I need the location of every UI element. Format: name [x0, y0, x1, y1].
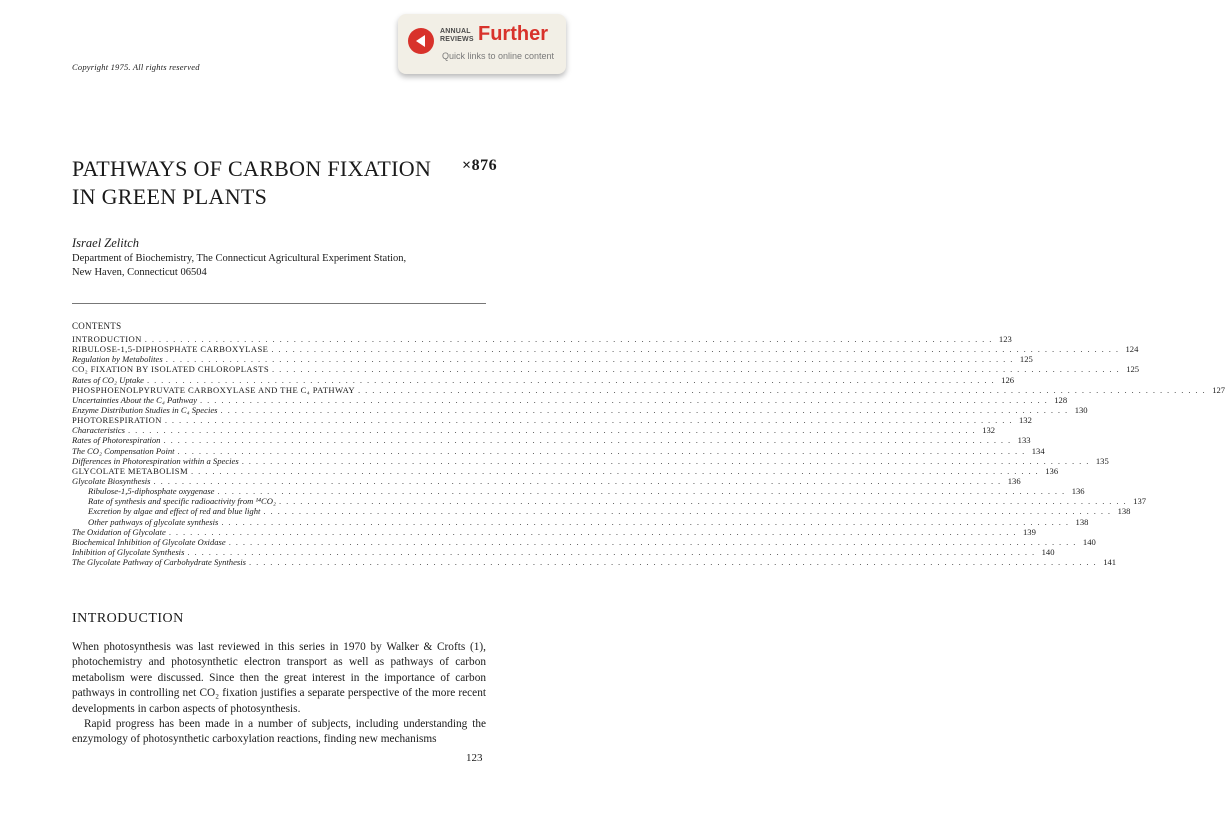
annual-reviews-logo-text	[440, 28, 474, 44]
toc-entry-title: CO₂ FIXATION BY ISOLATED CHLOROPLASTS	[72, 364, 269, 375]
toc-entry-title: Regulation by Metabolites	[72, 354, 163, 365]
toc-entry-title: Glycolate Biosynthesis	[72, 475, 151, 486]
toc-leader-dots: . . . . . . . . . . . . . . . . . . . . . . . . . . . . . . . . . . . . . . . . . . . . . . . . . . . . . . . . . . . . . . . . . . . . . . . . . . . . . . . . . . . . . . . . . . . . . . . . . . . . . . . . . . . . . . . . . . . . . . . .	[164, 415, 1013, 426]
toc-leader-dots: . . . . . . . . . . . . . . . . . . . . . . . . . . . . . . . . . . . . . . . . . . . . . . . . . . . . . . . . . . . . . . . . . . . . . . . . . . . . . . . . . . . . . . . . . . . . . . . . . . . . . . . . . . . . . . . . . . . . . . . .	[200, 394, 1049, 405]
toc-leader-dots: . . . . . . . . . . . . . . . . . . . . . . . . . . . . . . . . . . . . . . . . . . . . . . . . . . . . . . . . . . . . . . . . . . . . . . . . . . . . . . . . . . . . . . . . . . . . . . . . . . . . . . . . . . . . . . . . . . . . . . . .	[187, 546, 1036, 557]
toc-entry[interactable]	[72, 394, 1068, 405]
toc-entry-page: 133	[1017, 435, 1031, 446]
toc-leader-dots: . . . . . . . . . . . . . . . . . . . . . . . . . . . . . . . . . . . . . . . . . . . . . . . . . . . . . . . . . . . . . . . . . . . . . . . . . . . . . . . . . . . . . . . . . . . . . . . . . . . . . . . . . . . . . . . . . . . . . . . .	[168, 526, 1017, 537]
paragraph: When photosynthesis was last reviewed in this series in 1970 by Walker & Crofts (1), photochemistry and photosynthetic electron transport as well as pathways of carbon metabolism were discussed. Since then the great interest in the importance of carbon pathways in controlling net CO₂ fixation justifies a separate perspective of the more recent developments in carbon aspects of photosynthesis.	[72, 641, 486, 715]
toc-entry-page: 136	[1071, 486, 1085, 497]
toc-entry-page: 126	[1001, 374, 1015, 385]
toc-entry[interactable]	[72, 374, 1015, 385]
toc-leader-dots: . . . . . . . . . . . . . . . . . . . . . . . . . . . . . . . . . . . . . . . . . . . . . . . . . . . . . . . . . . . . . . . . . . . . . . . . . . . . . . . . . . . . . . . . . . . . . . . . . . . . . . . . . . . . . . . . . . . . . . . .	[271, 344, 1120, 355]
toc-entry-title: Enzyme Distribution Studies in C₄ Species	[72, 404, 218, 415]
toc-leader-dots: . . . . . . . . . . . . . . . . . . . . . . . . . . . . . . . . . . . . . . . . . . . . . . . . . . . . . . . . . . . . . . . . . . . . . . . . . . . . . . . . . . . . . . . . . . . . . . . . . . . . . . . . . . . . . . . . . . . . . . . .	[191, 465, 1040, 476]
toc-entry-title: Differences in Photorespiration within a Species	[72, 455, 239, 466]
toc-leader-dots: . . . . . . . . . . . . . . . . . . . . . . . . . . . . . . . . . . . . . . . . . . . . . . . . . . . . . . . . . . . . . . . . . . . . . . . . . . . . . . . . . . . . . . . . . . . . . . . . . . . . . . . . . . . . . . . . . . . . . . . .	[144, 334, 993, 344]
toc-leader-dots: . . . . . . . . . . . . . . . . . . . . . . . . . . . . . . . . . . . . . . . . . . . . . . . . . . . . . . . . . . . . . . . . . . . . . . . . . . . . . . . . . . . . . . . . . . . . . . . . . . . . . . . . . . . . . . . . . . . . . . . .	[163, 435, 1012, 446]
toc-entry[interactable]	[72, 344, 1139, 355]
title-line-2: IN GREEN PLANTS	[72, 184, 268, 209]
toc-entry-title: Biochemical Inhibition of Glycolate Oxidase	[72, 536, 226, 547]
toc-entry[interactable]	[72, 506, 1131, 517]
toc-entry-title: The CO₂ Compensation Point	[72, 445, 175, 456]
toc-entry[interactable]	[72, 435, 1031, 446]
toc-entry-page: 136	[1045, 465, 1059, 476]
play-icon	[408, 28, 434, 54]
toc-entry[interactable]	[72, 496, 1147, 507]
page-number: 123	[466, 752, 483, 764]
toc-leader-dots: . . . . . . . . . . . . . . . . . . . . . . . . . . . . . . . . . . . . . . . . . . . . . . . . . . . . . . . . . . . . . . . . . . . . . . . . . . . . . . . . . . . . . . . . . . . . . . . . . . . . . . . . . . . . . . . . . . . . . . . .	[217, 486, 1066, 497]
toc-entry-title: Other pathways of glycolate synthesis	[88, 516, 219, 527]
toc-entry-title: INTRODUCTION	[72, 334, 142, 344]
toc-entry[interactable]	[72, 475, 1021, 486]
article-code: ×876	[462, 157, 498, 174]
toc-entry-page: 138	[1075, 516, 1089, 527]
logo-line-reviews: REVIEWS	[440, 36, 474, 43]
toc-leader-dots: . . . . . . . . . . . . . . . . . . . . . . . . . . . . . . . . . . . . . . . . . . . . . . . . . . . . . . . . . . . . . . . . . . . . . . . . . . . . . . . . . . . . . . . . . . . . . . . . . . . . . . . . . . . . . . . . . . . . . . . .	[272, 364, 1121, 375]
toc-leader-dots: . . . . . . . . . . . . . . . . . . . . . . . . . . . . . . . . . . . . . . . . . . . . . . . . . . . . . . . . . . . . . . . . . . . . . . . . . . . . . . . . . . . . . . . . . . . . . . . . . . . . . . . . . . . . . . . . . . . . . . . .	[220, 404, 1069, 415]
banner-subtitle: Quick links to online content	[442, 51, 555, 61]
toc-entry-page: 128	[1054, 394, 1068, 405]
toc-leader-dots: . . . . . . . . . . . . . . . . . . . . . . . . . . . . . . . . . . . . . . . . . . . . . . . . . . . . . . . . . . . . . . . . . . . . . . . . . . . . . . . . . . . . . . . . . . . . . . . . . . . . . . . . . . . . . . . . . . . . . . . .	[146, 374, 996, 385]
toc-entry-page: 134	[1031, 445, 1045, 456]
toc-entry-page: 139	[1023, 526, 1036, 537]
toc-entry[interactable]	[72, 486, 1085, 497]
affiliation-line-2: New Haven, Connecticut 06504	[72, 267, 207, 278]
further-wordmark: Further	[478, 23, 548, 45]
toc-entry-title: Ribulose-1,5-diphosphate oxygenase	[88, 486, 215, 497]
toc-entry-title: Characteristics	[72, 425, 125, 436]
toc-entry-title: Rates of Photorespiration	[72, 435, 161, 446]
toc-entry-title: GLYCOLATE METABOLISM	[72, 465, 189, 476]
toc-leader-dots: . . . . . . . . . . . . . . . . . . . . . . . . . . . . . . . . . . . . . . . . . . . . . . . . . . . . . . . . . . . . . . . . . . . . . . . . . . . . . . . . . . . . . . . . . . . . . . . . . . . . . . . . . . . . . . . . . . . . . . . .	[153, 475, 1002, 486]
toc-entry[interactable]	[72, 384, 1225, 395]
toc-entry[interactable]	[72, 557, 1117, 568]
contents-label: CONTENTS	[72, 321, 122, 331]
title-line-1: PATHWAYS OF CARBON FIXATION	[72, 156, 432, 181]
toc-entry-page: 132	[1019, 415, 1032, 426]
toc-entry-page: 140	[1041, 546, 1055, 557]
toc-entry-page: 136	[1007, 475, 1021, 486]
toc-entry[interactable]	[72, 364, 1140, 375]
toc-leader-dots: . . . . . . . . . . . . . . . . . . . . . . . . . . . . . . . . . . . . . . . . . . . . . . . . . . . . . . . . . . . . . . . . . . . . . . . . . . . . . . . . . . . . . . . . . . . . . . . . . . . . . . . . . . . . . . . . . . . . . . . .	[128, 425, 977, 436]
toc-leader-dots: . . . . . . . . . . . . . . . . . . . . . . . . . . . . . . . . . . . . . . . . . . . . . . . . . . . . . . . . . . . . . . . . . . . . . . . . . . . . . . . . . . . . . . . . . . . . . . . . . . . . . . . . . . . . . . . . . . . . . . . .	[221, 516, 1070, 527]
toc-entry[interactable]	[72, 354, 1033, 365]
author-name: Israel Zelitch	[72, 236, 140, 250]
toc-entry-page: 140	[1082, 536, 1096, 547]
toc-leader-dots: . . . . . . . . . . . . . . . . . . . . . . . . . . . . . . . . . . . . . . . . . . . . . . . . . . . . . . . . . . . . . . . . . . . . . . . . . . . . . . . . . . . . . . . . . . . . . . . . . . . . . . . . . . . . . . . . . . . . . . . .	[241, 455, 1090, 466]
section-divider	[72, 303, 486, 304]
toc-entry-page: 125	[1126, 364, 1140, 375]
toc-entry[interactable]	[72, 425, 996, 436]
table-of-contents	[72, 334, 1225, 568]
toc-entry-page: 124	[1125, 344, 1139, 355]
author-affiliation	[72, 252, 406, 280]
toc-entry-page: 141	[1103, 557, 1117, 568]
toc-entry-title: RIBULOSE-1,5-DIPHOSPHATE CARBOXYLASE	[72, 344, 269, 355]
toc-entry[interactable]	[72, 465, 1059, 476]
toc-leader-dots: . . . . . . . . . . . . . . . . . . . . . . . . . . . . . . . . . . . . . . . . . . . . . . . . . . . . . . . . . . . . . . . . . . . . . . . . . . . . . . . . . . . . . . . . . . . . . . . . . . . . . . . . . . . . . . . . . . . . . . . .	[165, 354, 1014, 365]
annual-reviews-further-banner[interactable]	[398, 14, 566, 74]
toc-entry[interactable]	[72, 546, 1055, 557]
toc-entry-title: The Oxidation of Glycolate	[72, 526, 166, 537]
toc-entry-title: Rates of CO₂ Uptake	[72, 374, 144, 385]
toc-entry[interactable]	[72, 334, 1012, 344]
toc-leader-dots: . . . . . . . . . . . . . . . . . . . . . . . . . . . . . . . . . . . . . . . . . . . . . . . . . . . . . . . . . . . . . . . . . . . . . . . . . . . . . . . . . . . . . . . . . . . . . . . . . . . . . . . . . . . . . . . . . . . . . . . .	[278, 496, 1128, 507]
toc-entry[interactable]	[72, 536, 1096, 547]
toc-entry[interactable]	[72, 445, 1045, 456]
toc-entry-title: PHOSPHOENOLPYRUVATE CARBOXYLASE AND THE C₄ PATHWAY	[72, 384, 355, 395]
toc-entry-page: 125	[1019, 354, 1033, 365]
toc-entry-title: PHOTORESPIRATION	[72, 415, 162, 426]
toc-leader-dots: . . . . . . . . . . . . . . . . . . . . . . . . . . . . . . . . . . . . . . . . . . . . . . . . . . . . . . . . . . . . . . . . . . . . . . . . . . . . . . . . . . . . . . . . . . . . . . . . . . . . . . . . . . . . . . . . . . . . . . . .	[263, 506, 1112, 517]
article-title	[72, 155, 431, 211]
toc-entry[interactable]	[72, 415, 1032, 426]
toc-entry[interactable]	[72, 516, 1089, 527]
toc-entry-page: 130	[1074, 404, 1088, 415]
toc-entry[interactable]	[72, 404, 1088, 415]
toc-entry-page: 138	[1117, 506, 1131, 517]
toc-entry-title: Rate of synthesis and specific radioactivity from ¹⁴CO₂	[88, 496, 276, 507]
introduction-heading: INTRODUCTION	[72, 611, 184, 626]
toc-leader-dots: . . . . . . . . . . . . . . . . . . . . . . . . . . . . . . . . . . . . . . . . . . . . . . . . . . . . . . . . . . . . . . . . . . . . . . . . . . . . . . . . . . . . . . . . . . . . . . . . . . . . . . . . . . . . . . . . . . . . . . . .	[177, 445, 1026, 456]
toc-entry-page: 123	[998, 334, 1012, 344]
toc-entry-page: 137	[1133, 496, 1147, 507]
toc-entry-title: Uncertainties About the C₄ Pathway	[72, 394, 198, 405]
affiliation-line-1: Department of Biochemistry, The Connecticut Agricultural Experiment Station,	[72, 253, 407, 264]
toc-entry-title: The Glycolate Pathway of Carbohydrate Synthesis	[72, 557, 246, 568]
logo-line-annual: ANNUAL	[440, 28, 471, 35]
toc-entry-title: Inhibition of Glycolate Synthesis	[72, 546, 185, 557]
paragraph: Rapid progress has been made in a number of subjects, including understanding the enzymology of photosynthetic carboxylation reactions, finding new mechanisms	[72, 718, 486, 746]
copyright-notice: Copyright 1975. All rights reserved	[72, 62, 200, 72]
toc-leader-dots: . . . . . . . . . . . . . . . . . . . . . . . . . . . . . . . . . . . . . . . . . . . . . . . . . . . . . . . . . . . . . . . . . . . . . . . . . . . . . . . . . . . . . . . . . . . . . . . . . . . . . . . . . . . . . . . . . . . . . . . .	[358, 384, 1207, 395]
introduction-body	[72, 640, 486, 748]
toc-entry[interactable]	[72, 455, 1109, 466]
toc-entry-title: Excretion by algae and effect of red and blue light	[88, 506, 261, 517]
toc-leader-dots: . . . . . . . . . . . . . . . . . . . . . . . . . . . . . . . . . . . . . . . . . . . . . . . . . . . . . . . . . . . . . . . . . . . . . . . . . . . . . . . . . . . . . . . . . . . . . . . . . . . . . . . . . . . . . . . . . . . . . . . .	[228, 536, 1077, 547]
toc-entry[interactable]	[72, 526, 1036, 537]
toc-entry-page: 127	[1212, 384, 1225, 395]
toc-leader-dots: . . . . . . . . . . . . . . . . . . . . . . . . . . . . . . . . . . . . . . . . . . . . . . . . . . . . . . . . . . . . . . . . . . . . . . . . . . . . . . . . . . . . . . . . . . . . . . . . . . . . . . . . . . . . . . . . . . . . . . . .	[249, 557, 1098, 568]
toc-entry-page: 132	[982, 425, 996, 436]
toc-entry-page: 135	[1095, 455, 1109, 466]
